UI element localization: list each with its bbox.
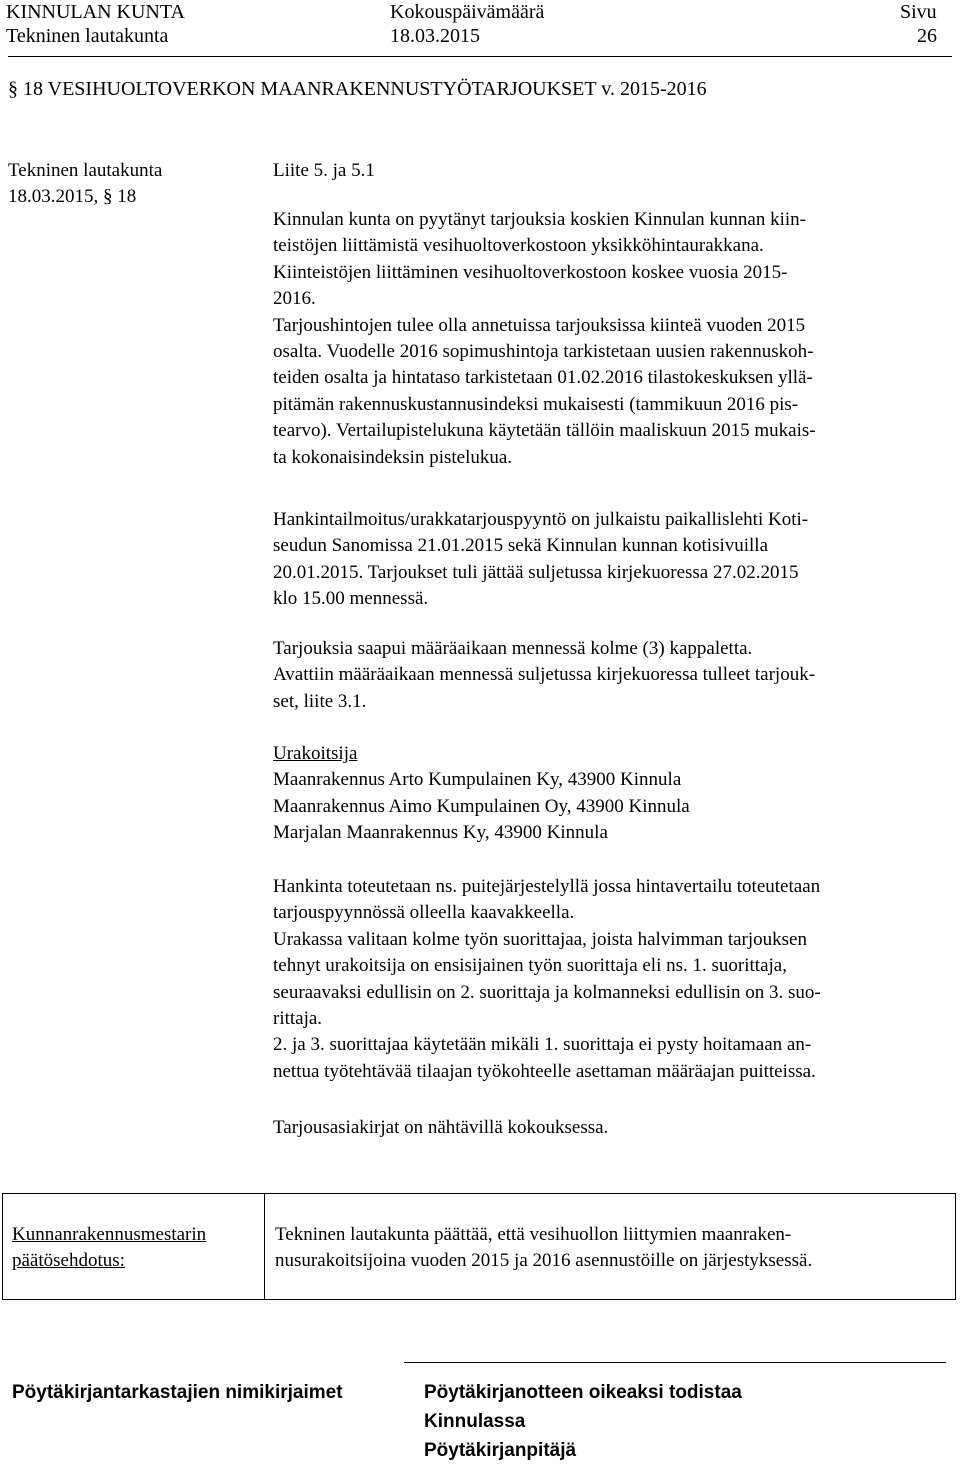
header-rule [8, 56, 952, 57]
section-title-text: 18 VESIHUOLTOVERKON MAANRAKENNUSTYÖTARJOUKSET v. 2015-2016 [23, 78, 707, 100]
paragraph-5-text: Tarjousasiakirjat on nähtävillä kokouksessa. [273, 1117, 609, 1138]
contractors-heading: Urakoitsija [273, 743, 358, 764]
paragraph-5 [273, 1115, 608, 1141]
proposal-label [12, 1222, 206, 1275]
proposal-text [275, 1222, 812, 1275]
attachment-text: Liite 5. ja 5.1 [273, 160, 375, 181]
paragraph-1-line: pitämän rakennuskustannusindeksi mukaisesti (tammikuun 2016 pis- [273, 393, 799, 415]
paragraph-4-line: tehnyt urakoitsija on ensisijainen työn suorittaja eli ns. 1. suorittaja, [273, 955, 787, 977]
sidebar-date-section [8, 184, 162, 210]
proposal-text-line2: nusurakoitsijoina vuoden 2015 ja 2016 asennustöille on järjestyksessä. [275, 1250, 813, 1272]
sidebar-date: 18.03.2015, [8, 186, 103, 208]
paragraph-3-line: Avattiin määräaikaan mennessä suljetussa kirjekuoressa tulleet tarjouk- [273, 664, 816, 686]
paragraph-3 [273, 636, 815, 715]
paragraph-1 [273, 207, 816, 471]
footer-inspectors-label: Pöytäkirjantarkastajien nimikirjaimet [12, 1382, 343, 1403]
contractor-list [273, 767, 690, 846]
proposal-text-line1: Tekninen lautakunta päättää, että vesihuollon liittymien maanraken- [275, 1224, 792, 1245]
paragraph-3-line: set, liite 3.1. [273, 690, 367, 712]
sidebar-committee: Tekninen lautakunta [8, 160, 163, 181]
contractor-item: Maanrakennus Aimo Kumpulainen Oy, 43900 Kinnula [273, 795, 690, 817]
meeting-date: 18.03.2015 [390, 25, 480, 47]
paragraph-1-line: 2016. [273, 288, 316, 310]
contractor-item: Marjalan Maanrakennus Ky, 43900 Kinnula [273, 822, 608, 844]
paragraph-1-line: ta kokonaisindeksin pistelukua. [273, 446, 513, 468]
paragraph-1-line: Kinnulan kunta on pyytänyt tarjouksia koskien Kinnulan kunnan kiin- [273, 209, 806, 230]
paragraph-1-line: tearvo). Vertailupistelukuna käytetään tällöin maaliskuun 2015 mukais- [273, 420, 816, 442]
proposal-divider [264, 1193, 265, 1300]
paragraph-1-line: teiden osalta ja hintataso tarkistetaan 01.02.2016 tilastokeskuksen yllä- [273, 367, 813, 389]
paragraph-1-line: Kiinteistöjen liittäminen vesihuoltoverkostoon koskee vuosia 2015- [273, 261, 788, 283]
paragraph-2-line: 20.01.2015. Tarjoukset tuli jättää suljetussa kirjekuoressa 27.02.2015 [273, 561, 799, 583]
committee-name: Tekninen lautakunta [6, 25, 169, 47]
proposal-label-line1: Kunnanrakennusmestarin [12, 1224, 207, 1245]
page-number: 26 [917, 25, 937, 47]
footer-rule [404, 1362, 946, 1363]
contractors-section [273, 741, 690, 847]
paragraph-1-line: teistöjen liittämistä vesihuoltoverkostoon yksikköhintaurakkana. [273, 235, 764, 257]
section-sign-icon: § [8, 78, 18, 100]
footer-certification-line1: Pöytäkirjanotteen oikeaksi todistaa [424, 1382, 742, 1403]
attachment-line [273, 158, 375, 184]
paragraph-4-line: seuraavaksi edullisin on 2. suorittaja ja kolmanneksi edullisin on 3. suo- [273, 981, 821, 1003]
contractor-item: Maanrakennus Arto Kumpulainen Ky, 43900 Kinnula [273, 769, 682, 791]
footer-certification [424, 1378, 742, 1465]
paragraph-4-line: rittaja. [273, 1007, 323, 1029]
footer-secretary: Pöytäkirjanpitäjä [424, 1440, 577, 1461]
paragraph-4-line: Urakassa valitaan kolme työn suorittajaa, joista halvimman tarjouksen [273, 928, 807, 950]
meeting-date-label: Kokouspäivämäärä [390, 1, 545, 23]
paragraph-2 [273, 507, 808, 613]
proposal-label-line2: päätösehdotus: [12, 1250, 125, 1272]
page-label: Sivu [900, 1, 937, 23]
municipality-name: KINNULAN KUNTA [6, 1, 185, 23]
section-title [8, 77, 707, 101]
paragraph-1-line: osalta. Vuodelle 2016 sopimushintoja tarkistetaan uusien rakennuskoh- [273, 340, 814, 362]
paragraph-2-line: klo 15.00 mennessä. [273, 588, 429, 610]
paragraph-4-line: Hankinta toteutetaan ns. puitejärjestelyllä jossa hintavertailu toteutetaan [273, 876, 821, 897]
paragraph-2-line: Hankintailmoitus/urakkatarjouspyyntö on julkaistu paikallislehti Koti- [273, 509, 809, 530]
footer-place: Kinnulassa [424, 1411, 526, 1432]
sidebar-reference [8, 158, 162, 211]
paragraph-3-line: Tarjouksia saapui määräaikaan mennessä kolme (3) kappaletta. [273, 638, 753, 659]
sidebar-section-number: 18 [112, 186, 137, 208]
section-sign-icon: § [103, 186, 113, 208]
paragraph-4-line: nettua työtehtävää tilaajan työkohteelle asettaman määräajan puitteissa. [273, 1060, 816, 1082]
paragraph-4-line: tarjouspyynnössä olleella kaavakkeella. [273, 902, 575, 924]
paragraph-4-line: 2. ja 3. suorittajaa käytetään mikäli 1. suorittaja ei pysty hoitamaan an- [273, 1034, 812, 1056]
paragraph-4 [273, 874, 821, 1085]
paragraph-1-line: Tarjoushintojen tulee olla annetuissa tarjouksissa kiinteä vuoden 2015 [273, 314, 806, 336]
paragraph-2-line: seudun Sanomissa 21.01.2015 sekä Kinnulan kunnan kotisivuilla [273, 535, 769, 557]
